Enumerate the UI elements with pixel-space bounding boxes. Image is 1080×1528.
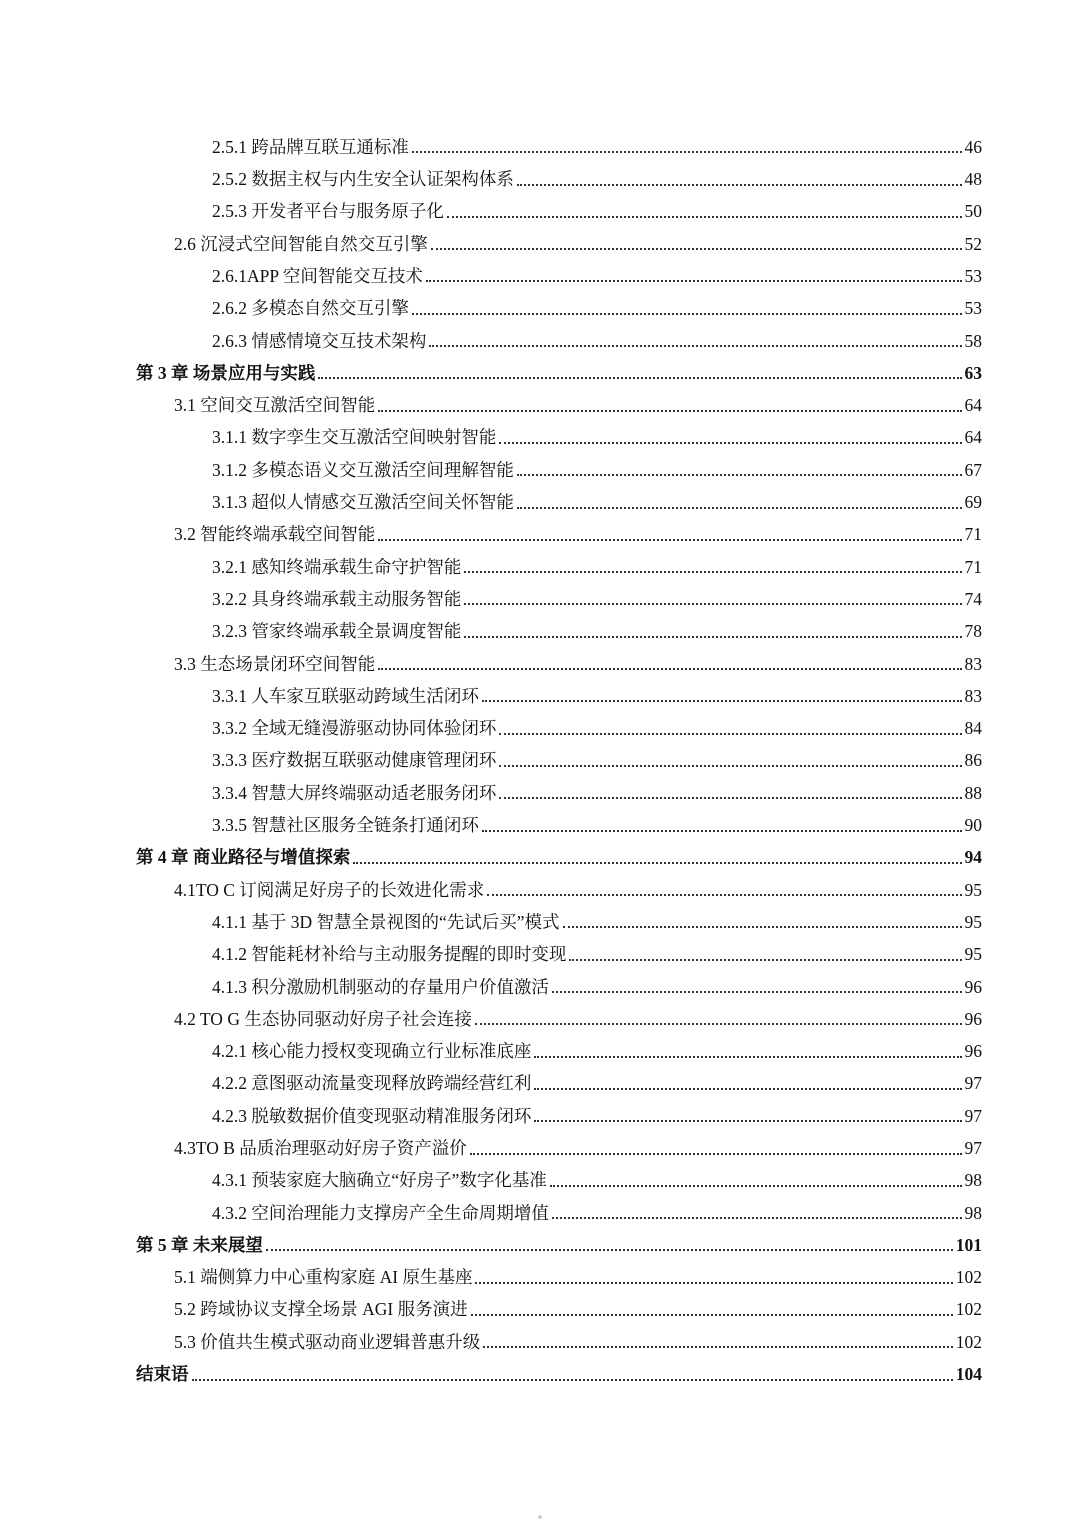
toc-entry-title: 3.1.3 超似人情感交互激活空间关怀智能 [212, 492, 514, 513]
toc-section-entry[interactable] [0, 647, 1080, 679]
toc-section-entry[interactable] [0, 873, 1080, 905]
toc-page-number: 48 [964, 169, 982, 190]
toc-dot-leader [517, 507, 962, 509]
toc-subsection-entry[interactable] [0, 1034, 1080, 1066]
toc-section-entry[interactable] [0, 1293, 1080, 1325]
toc-entry-title: 3.3.5 智慧社区服务全链条打通闭环 [212, 815, 479, 836]
toc-entry-title: 3.3.2 全域无缝漫游驱动协同体验闭环 [212, 718, 497, 739]
toc-page-number: 104 [955, 1364, 982, 1385]
toc-dot-leader [482, 700, 962, 702]
toc-dot-leader [487, 894, 961, 896]
toc-dot-leader [475, 1023, 962, 1025]
toc-entry-title: 4.3TO B 品质治理驱动好房子资产溢价 [174, 1138, 467, 1158]
toc-section-entry[interactable] [0, 1131, 1080, 1163]
toc-entry-title: 4.2.1 核心能力授权变现确立行业标准底座 [212, 1041, 532, 1062]
toc-dot-leader [192, 1379, 953, 1381]
toc-section-entry[interactable] [0, 1325, 1080, 1357]
toc-entry-title: 2.5.3 开发者平台与服务原子化 [212, 201, 444, 222]
toc-dot-leader [447, 216, 962, 218]
toc-entry-title: 3.2 智能终端承载空间智能 [174, 524, 376, 545]
toc-entry-title: 4.1.3 积分激励机制驱动的存量用户价值激活 [212, 976, 549, 997]
table-of-contents [0, 130, 1080, 1390]
toc-page-number: 64 [964, 395, 982, 416]
toc-page-number: 90 [964, 815, 982, 836]
toc-dot-leader [499, 765, 961, 767]
toc-entry-title: 第 3 章 场景应用与实践 [136, 362, 316, 383]
toc-entry-title: 3.3.1 人车家互联驱动跨域生活闭环 [212, 685, 479, 706]
toc-subsection-entry[interactable] [0, 582, 1080, 614]
toc-page-number: 64 [964, 427, 982, 448]
toc-subsection-entry[interactable] [0, 614, 1080, 646]
toc-dot-leader [499, 733, 961, 735]
toc-section-entry[interactable] [0, 227, 1080, 259]
toc-page-number: 95 [964, 944, 982, 965]
toc-page-number: 78 [964, 621, 982, 642]
toc-dot-leader [412, 313, 962, 315]
toc-page-number: 53 [964, 298, 982, 319]
toc-entry-title: 4.3.2 空间治理能力支撑房产全生命周期增值 [212, 1202, 549, 1223]
toc-dot-leader [517, 474, 962, 476]
toc-entry-title: 3.2.3 管家终端承载全景调度智能 [212, 621, 462, 642]
toc-dot-leader [499, 797, 961, 799]
toc-page-number: 71 [964, 524, 982, 545]
toc-dot-leader [470, 1153, 962, 1155]
toc-page-number: 102 [955, 1331, 982, 1352]
toc-page-number: 95 [964, 911, 982, 932]
toc-dot-leader [464, 603, 961, 605]
toc-page-number: 50 [964, 201, 982, 222]
toc-entry-title: 4.1.2 智能耗材补给与主动服务提醒的即时变现 [212, 944, 567, 965]
toc-entry-title: 4.2.3 脱敏数据价值变现驱动精准服务闭环 [212, 1105, 532, 1126]
toc-entry-title: 5.1 端侧算力中心重构家庭 AI 原生基座 [174, 1267, 473, 1288]
toc-dot-leader [534, 1056, 961, 1058]
toc-subsection-entry[interactable] [0, 808, 1080, 840]
toc-chapter-entry[interactable] [0, 356, 1080, 388]
toc-section-entry[interactable] [0, 518, 1080, 550]
toc-subsection-entry[interactable] [0, 970, 1080, 1002]
toc-page-number: 67 [964, 459, 982, 480]
toc-entry-title: 3.2.2 具身终端承载主动服务智能 [212, 588, 462, 609]
page-dot-mark [538, 1515, 542, 1519]
toc-dot-leader [483, 1346, 953, 1348]
toc-entry-title: 2.6.2 多模态自然交互引擎 [212, 298, 409, 319]
toc-dot-leader [429, 345, 961, 347]
toc-page-number: 101 [955, 1234, 982, 1255]
toc-entry-title: 第 4 章 商业路径与增值探索 [136, 847, 351, 868]
toc-entry-title: 2.5.1 跨品牌互联互通标准 [212, 136, 409, 157]
toc-page-number: 97 [964, 1105, 982, 1126]
toc-dot-leader [378, 668, 961, 670]
toc-section-entry[interactable] [0, 1002, 1080, 1034]
toc-dot-leader [517, 184, 962, 186]
toc-entry-title: 4.1TO C 订阅满足好房子的长效进化需求 [174, 879, 485, 900]
toc-dot-leader [550, 1185, 962, 1187]
toc-page-number: 97 [964, 1138, 982, 1158]
toc-dot-leader [569, 959, 961, 961]
toc-page-number: 63 [964, 362, 982, 383]
toc-subsection-entry[interactable] [0, 1067, 1080, 1099]
toc-entry-title: 3.2.1 感知终端承载生命守护智能 [212, 556, 462, 577]
toc-entry-title: 第 5 章 未来展望 [136, 1234, 263, 1255]
toc-entry-title: 3.3 生态场景闭环空间智能 [174, 653, 376, 674]
toc-page-number: 69 [964, 492, 982, 513]
toc-page-number: 46 [964, 136, 982, 157]
toc-page-number: 94 [964, 847, 982, 868]
toc-dot-leader [552, 1217, 962, 1219]
toc-dot-leader [378, 410, 961, 412]
toc-page-number: 102 [955, 1299, 982, 1320]
toc-subsection-entry[interactable] [0, 744, 1080, 776]
toc-entry-title: 2.6.3 情感情境交互技术架构 [212, 330, 427, 351]
toc-dot-leader [475, 1282, 952, 1284]
toc-entry-title: 3.1 空间交互激活空间智能 [174, 395, 376, 416]
toc-chapter-entry[interactable] [0, 841, 1080, 873]
toc-page-number: 96 [964, 1008, 982, 1029]
toc-subsection-entry[interactable] [0, 1164, 1080, 1196]
toc-subsection-entry[interactable] [0, 259, 1080, 291]
toc-page-number: 71 [964, 556, 982, 577]
toc-dot-leader [534, 1088, 961, 1090]
toc-page-number: 98 [964, 1202, 982, 1223]
toc-page-number: 83 [964, 685, 982, 706]
toc-page-number: 53 [964, 265, 982, 286]
toc-dot-leader [464, 636, 961, 638]
toc-entry-title: 4.2 TO G 生态协同驱动好房子社会连接 [174, 1008, 472, 1029]
toc-subsection-entry[interactable] [0, 485, 1080, 517]
toc-dot-leader [552, 991, 962, 993]
toc-subsection-entry[interactable] [0, 1196, 1080, 1228]
toc-subsection-entry[interactable] [0, 130, 1080, 162]
toc-subsection-entry[interactable] [0, 679, 1080, 711]
toc-entry-title: 5.3 价值共生模式驱动商业逻辑普惠升级 [174, 1331, 481, 1352]
toc-dot-leader [482, 830, 962, 832]
toc-page-number: 52 [964, 233, 982, 254]
toc-dot-leader [471, 1314, 953, 1316]
toc-section-entry[interactable] [0, 1260, 1080, 1292]
toc-subsection-entry[interactable] [0, 195, 1080, 227]
toc-entry-title: 2.6 沉浸式空间智能自然交互引擎 [174, 233, 428, 254]
toc-subsection-entry[interactable] [0, 550, 1080, 582]
toc-subsection-entry[interactable] [0, 711, 1080, 743]
toc-page-number: 98 [964, 1170, 982, 1191]
toc-subsection-entry[interactable] [0, 1099, 1080, 1131]
toc-entry-title: 结束语 [136, 1364, 189, 1385]
toc-entry-title: 3.1.2 多模态语义交互激活空间理解智能 [212, 459, 514, 480]
toc-dot-leader [499, 442, 961, 444]
toc-entry-title: 4.3.1 预装家庭大脑确立“好房子”数字化基准 [212, 1170, 547, 1191]
toc-entry-title: 2.6.1APP 空间智能交互技术 [212, 265, 423, 286]
toc-dot-leader [378, 539, 961, 541]
toc-entry-title: 2.5.2 数据主权与内生安全认证架构体系 [212, 169, 514, 190]
toc-dot-leader [563, 926, 962, 928]
toc-page-number: 95 [964, 879, 982, 900]
toc-dot-leader [464, 571, 961, 573]
toc-dot-leader [318, 377, 961, 379]
toc-subsection-entry[interactable] [0, 453, 1080, 485]
toc-chapter-entry[interactable] [0, 1357, 1080, 1389]
toc-subsection-entry[interactable] [0, 421, 1080, 453]
toc-subsection-entry[interactable] [0, 905, 1080, 937]
toc-dot-leader [353, 862, 961, 864]
toc-page-number: 83 [964, 653, 982, 674]
toc-page-number: 88 [964, 782, 982, 803]
toc-page-number: 96 [964, 1041, 982, 1062]
toc-dot-leader [534, 1120, 961, 1122]
toc-dot-leader [431, 248, 962, 250]
toc-entry-title: 3.3.3 医疗数据互联驱动健康管理闭环 [212, 750, 497, 771]
toc-dot-leader [426, 280, 962, 282]
toc-dot-leader [266, 1249, 953, 1251]
toc-subsection-entry[interactable] [0, 291, 1080, 323]
toc-page-number: 58 [964, 330, 982, 351]
toc-subsection-entry[interactable] [0, 776, 1080, 808]
toc-chapter-entry[interactable] [0, 1228, 1080, 1260]
toc-subsection-entry[interactable] [0, 162, 1080, 194]
toc-section-entry[interactable] [0, 388, 1080, 420]
toc-entry-title: 3.1.1 数字孪生交互激活空间映射智能 [212, 427, 497, 448]
toc-entry-title: 4.2.2 意图驱动流量变现释放跨端经营红利 [212, 1073, 532, 1094]
toc-subsection-entry[interactable] [0, 937, 1080, 969]
toc-entry-title: 3.3.4 智慧大屏终端驱动适老服务闭环 [212, 782, 497, 803]
toc-page-number: 86 [964, 750, 982, 771]
toc-page-number: 102 [955, 1267, 982, 1288]
toc-entry-title: 5.2 跨域协议支撑全场景 AGI 服务演进 [174, 1299, 468, 1320]
toc-page-number: 97 [964, 1073, 982, 1094]
toc-page-number: 84 [964, 718, 982, 739]
toc-dot-leader [412, 151, 962, 153]
toc-page-number: 74 [964, 588, 982, 609]
toc-page-number: 96 [964, 976, 982, 997]
toc-entry-title: 4.1.1 基于 3D 智慧全景视图的“先试后买”模式 [212, 911, 560, 932]
toc-subsection-entry[interactable] [0, 324, 1080, 356]
